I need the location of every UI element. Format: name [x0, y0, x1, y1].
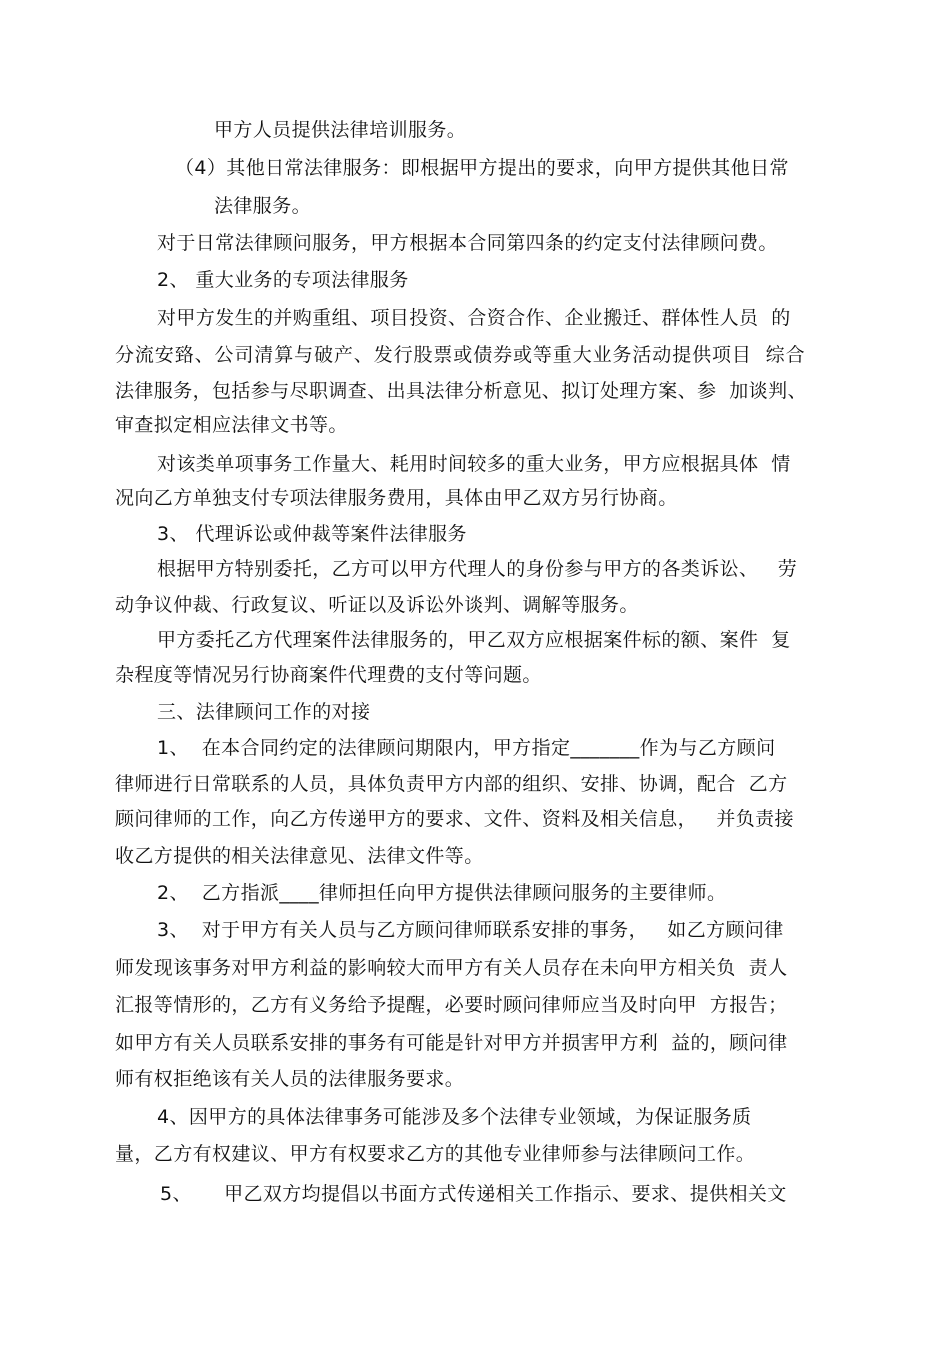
paragraph-line: 4、因甲方的具体法律事务可能涉及多个法律专业领域，为保证服务质: [157, 1106, 752, 1128]
section-heading: 3、 代理诉讼或仲裁等案件法律服务: [157, 523, 467, 545]
paragraph-line: 况向乙方单独支付专项法律服务费用，具体由甲乙双方另行协商。: [115, 487, 678, 509]
paragraph-line: 杂程度等情况另行协商案件代理费的支付等问题。: [115, 664, 542, 686]
paragraph-line: 律师进行日常联系的人员，具体负责甲方内部的组织、安排、协调，配合 乙方: [115, 773, 788, 795]
paragraph-line: 收乙方提供的相关法律意见、法律文件等。: [115, 845, 484, 867]
text-line: 甲方人员提供法律培训服务。: [214, 119, 467, 141]
paragraph-line: 汇报等情形的，乙方有义务给予提醒，必要时顾问律师应当及时向甲 方报告；: [115, 994, 788, 1016]
paragraph-line: 量，乙方有权建议、甲方有权要求乙方的其他专业律师参与法律顾问工作。: [115, 1143, 756, 1165]
paragraph-line: 根据甲方特别委托，乙方可以甲方代理人的身份参与甲方的各类诉讼、 劳: [157, 558, 798, 580]
paragraph-line: 2、 乙方指派____律师担任向甲方提供法律顾问服务的主要律师。: [157, 882, 727, 904]
paragraph-line: 甲方委托乙方代理案件法律服务的，甲乙双方应根据案件标的额、案件 复: [157, 629, 791, 651]
paragraph-line: 师发现该事务对甲方利益的影响较大而甲方有关人员存在未向甲方相关负 责人: [115, 957, 788, 979]
list-item-4: （4）其他日常法律服务：即根据甲方提出的要求，向甲方提供其他日常: [175, 157, 789, 179]
paragraph-line: 顾问律师的工作，向乙方传递甲方的要求、文件、资料及相关信息， 并负责接: [115, 808, 794, 830]
paragraph-line: 审查拟定相应法律文书等。: [115, 414, 348, 436]
paragraph-line: 对该类单项事务工作量大、耗用时间较多的重大业务，甲方应根据具体 情: [157, 453, 791, 475]
paragraph-line: 3、 对于甲方有关人员与乙方顾问律师联系安排的事务， 如乙方顾问律: [157, 919, 784, 941]
section-heading: 三、法律顾问工作的对接: [157, 701, 371, 723]
paragraph-line: 对甲方发生的并购重组、项目投资、合资合作、企业搬迁、群体性人员 的: [157, 307, 791, 329]
paragraph-line: 法律服务，包括参与尽职调查、出具法律分析意见、拟订处理方案、参 加谈判、: [115, 380, 807, 402]
paragraph-line: 1、 在本合同约定的法律顾问期限内，甲方指定_______作为与乙方顾问: [157, 737, 776, 759]
paragraph-line: 5、 甲乙双方均提倡以书面方式传递相关工作指示、要求、提供相关文: [160, 1183, 787, 1205]
paragraph-line: 如甲方有关人员联系安排的事务有可能是针对甲方并损害甲方利 益的，顾问律: [115, 1032, 788, 1054]
paragraph-line: 分流安臵、公司清算与破产、发行股票或债券或等重大业务活动提供项目 综合: [115, 344, 806, 366]
paragraph-line: 动争议仲裁、行政复议、听证以及诉讼外谈判、调解等服务。: [115, 594, 639, 616]
section-heading: 2、 重大业务的专项法律服务: [157, 269, 409, 291]
paragraph-line: 对于日常法律顾问服务，甲方根据本合同第四条的约定支付法律顾问费。: [157, 232, 778, 254]
text-line: 法律服务。: [214, 195, 312, 217]
paragraph-line: 师有权拒绝该有关人员的法律服务要求。: [115, 1068, 465, 1090]
